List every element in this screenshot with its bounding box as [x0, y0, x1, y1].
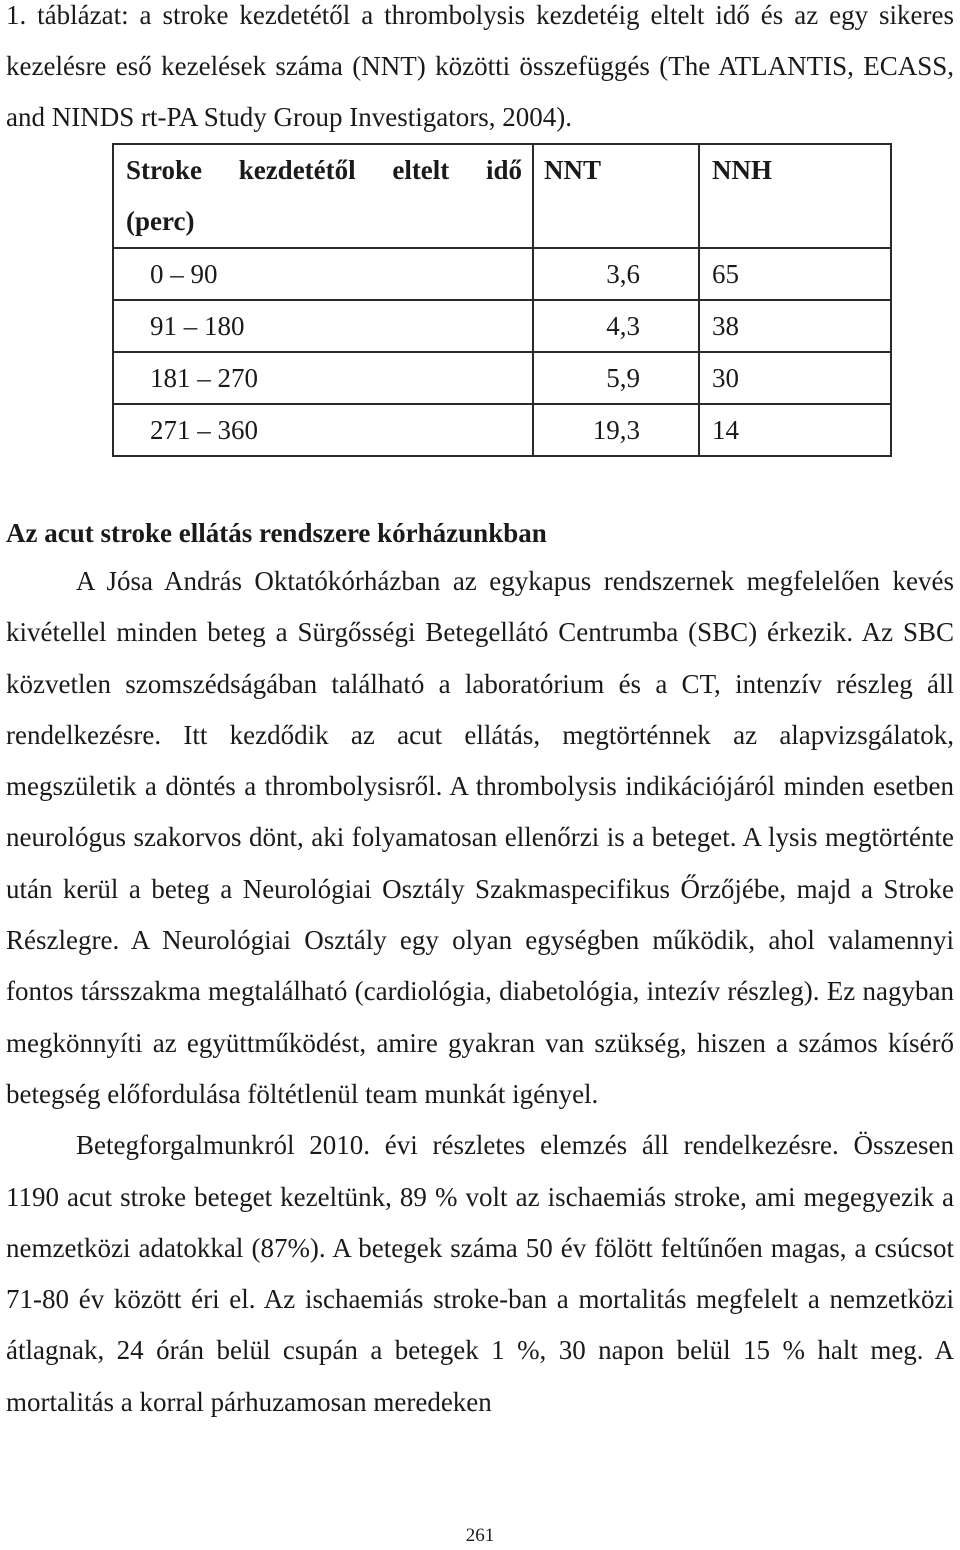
- nnt-table: [112, 143, 892, 457]
- paragraph: Betegforgalmunkról 2010. évi részletes elemzés áll rendelkezésre. Összesen 1190 acut stroke beteget kezeltünk, 89 % volt az ischaemiás stroke, ami megegyezik a nemzetközi adatokkal (87%). A betegek száma 50 év fölött feltűnően magas, a csúcsot 71-80 év között éri el. Az ischaemiás stroke-ban a mortalitás megfelelt a nemzetközi átlagnak, 24 órán belül csupán a betegek 1 %, 30 napon belül 15 % halt meg. A mortalitás a korral párhuzamosan meredeken: [6, 1130, 954, 1417]
- cell-nnt: 3,6: [533, 248, 699, 300]
- header-time-line1: Stroke kezdetétől eltelt idő: [126, 155, 522, 185]
- cell-range: 181 – 270: [113, 352, 533, 404]
- table-row: [113, 352, 891, 404]
- cell-nnt: 19,3: [533, 404, 699, 456]
- cell-nnh: 38: [699, 300, 891, 352]
- table-caption: 1. táblázat: a stroke kezdetétől a thrombolysis kezdetéig eltelt idő és az egy sikeres kezelésre eső kezelések száma (NNT) közötti összefüggés (The ATLANTIS, ECASS, and NINDS rt-PA Study Group Investigators, 2004).: [6, 0, 954, 132]
- cell-nnh: 65: [699, 248, 891, 300]
- header-nnh: NNH: [699, 144, 891, 248]
- page-number: 261: [465, 1525, 495, 1546]
- cell-nnh: 14: [699, 404, 891, 456]
- cell-range: 91 – 180: [113, 300, 533, 352]
- table-row: [113, 248, 891, 300]
- cell-range: 271 – 360: [113, 404, 533, 456]
- cell-range: 0 – 90: [113, 248, 533, 300]
- cell-nnt: 4,3: [533, 300, 699, 352]
- header-time-line2: (perc): [126, 206, 195, 236]
- section-title: Az acut stroke ellátás rendszere kórházunkban: [6, 518, 547, 548]
- table-row: [113, 404, 891, 456]
- paragraph: A Jósa András Oktatókórházban az egykapus rendszernek megfelelően kevés kivétellel minden beteg a Sürgősségi Betegellátó Centrumba (SBC) érkezik. Az SBC közvetlen szomszédságában található a laboratórium és a CT, intenzív részleg áll rendelkezésre. Itt kezdődik az acut ellátás, megtörténnek az alapvizsgálatok, megszületik a döntés a thrombolysisről. A thrombolysis indikációjáról minden esetben neurológus szakorvos dönt, aki folyamatosan ellenőrzi is a beteget. A lysis megtörténte után kerül a beteg a Neurológiai Osztály Szakmaspecifikus Őrzőjébe, majd a Stroke Részlegre. A Neurológiai Osztály egy olyan egységben működik, ahol valamennyi fontos társszakma megtalálható (cardiológia, diabetológia, intezív részleg). Ez nagyban megkönnyíti az együttműködést, amire gyakran van szükség, hiszen a számos kísérő betegség előfordulása föltétlenül team munkát igényel.: [6, 566, 954, 1109]
- header-nnt: NNT: [533, 144, 699, 248]
- cell-nnt: 5,9: [533, 352, 699, 404]
- body-text: [6, 556, 954, 1428]
- header-time-since-onset: [113, 144, 533, 248]
- table-row: [113, 300, 891, 352]
- table-header-row: [113, 144, 891, 248]
- cell-nnh: 30: [699, 352, 891, 404]
